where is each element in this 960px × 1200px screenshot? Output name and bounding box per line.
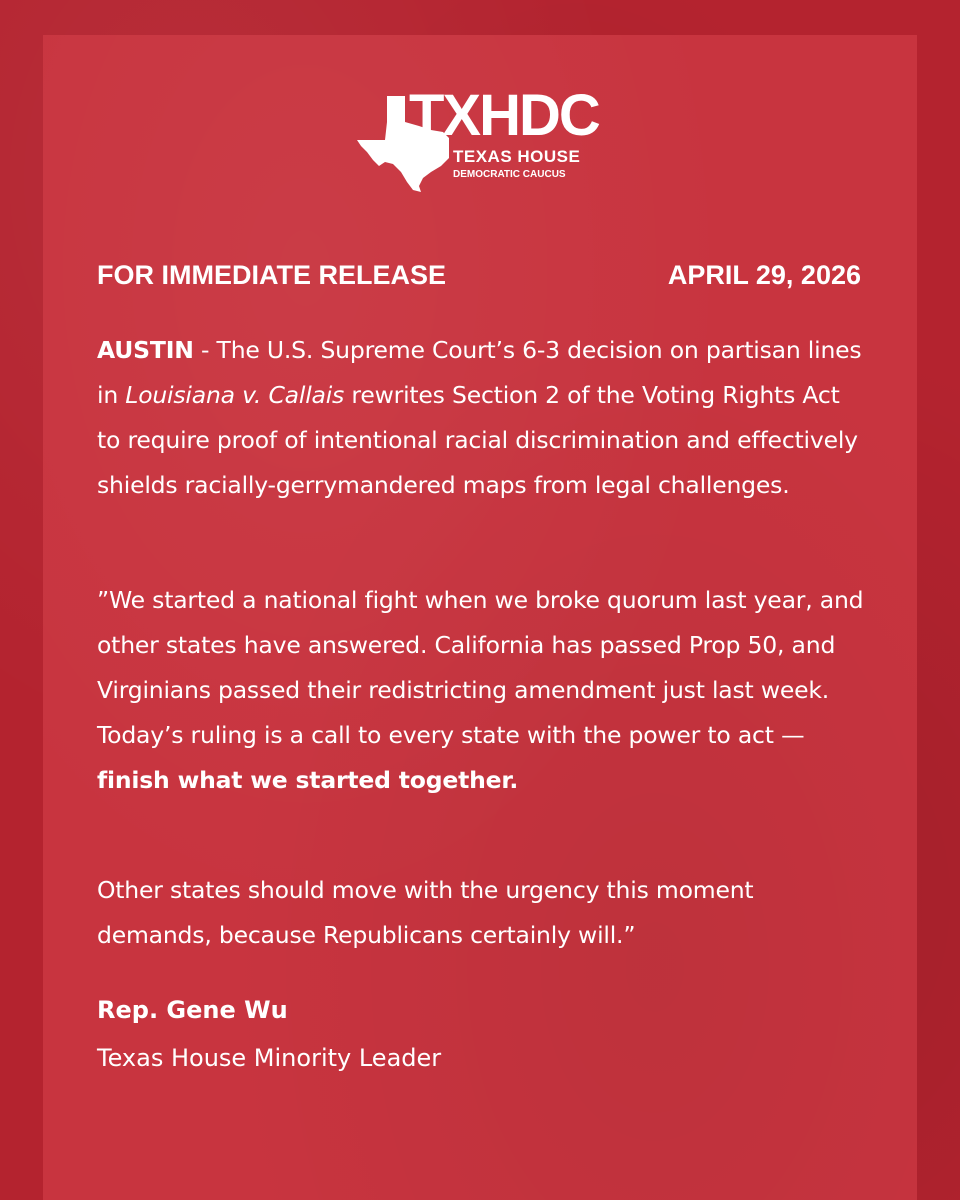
- paragraph-quote: [97, 578, 867, 803]
- release-label: FOR IMMEDIATE RELEASE: [97, 260, 447, 290]
- paragraph-closing: [97, 868, 867, 958]
- quote-text: ”We started a national fight when we broke quorum last year, and other states have answered. California has passed Prop 50, and Virginians passed their redistricting amendment just last week. Today’s ruling is a call to every state with the power to act —: [97, 586, 864, 749]
- logo-subtitle-line2: DEMOCRATIC CAUCUS: [453, 169, 566, 180]
- signature-title: Texas House Minority Leader: [97, 1044, 442, 1072]
- release-header: [97, 256, 861, 296]
- intro-text-b: rewrites Section 2 of the Voting Rights Act to require proof of intentional racial discrimination and effectively shields racially-gerrymandered maps from legal challenges.: [97, 381, 858, 499]
- signature-name: Rep. Gene Wu: [97, 996, 288, 1024]
- intro-text-a: - The U.S. Supreme Court’s 6-3 decision on partisan lines in: [97, 336, 862, 409]
- quote-emphasis: finish what we started together.: [97, 766, 519, 794]
- release-date: APRIL 29, 2026: [667, 260, 861, 290]
- logo-wordmark: TXHDC: [409, 83, 599, 148]
- closing-text: Other states should move with the urgency this moment demands, because Republicans certainly will.”: [97, 876, 754, 949]
- txhdc-logo: [357, 83, 599, 196]
- dateline-location: AUSTIN: [97, 336, 194, 364]
- case-name: Louisiana v. Callais: [125, 381, 345, 409]
- logo-subtitle-line1: TEXAS HOUSE: [453, 147, 581, 166]
- paragraph-intro: [97, 328, 867, 508]
